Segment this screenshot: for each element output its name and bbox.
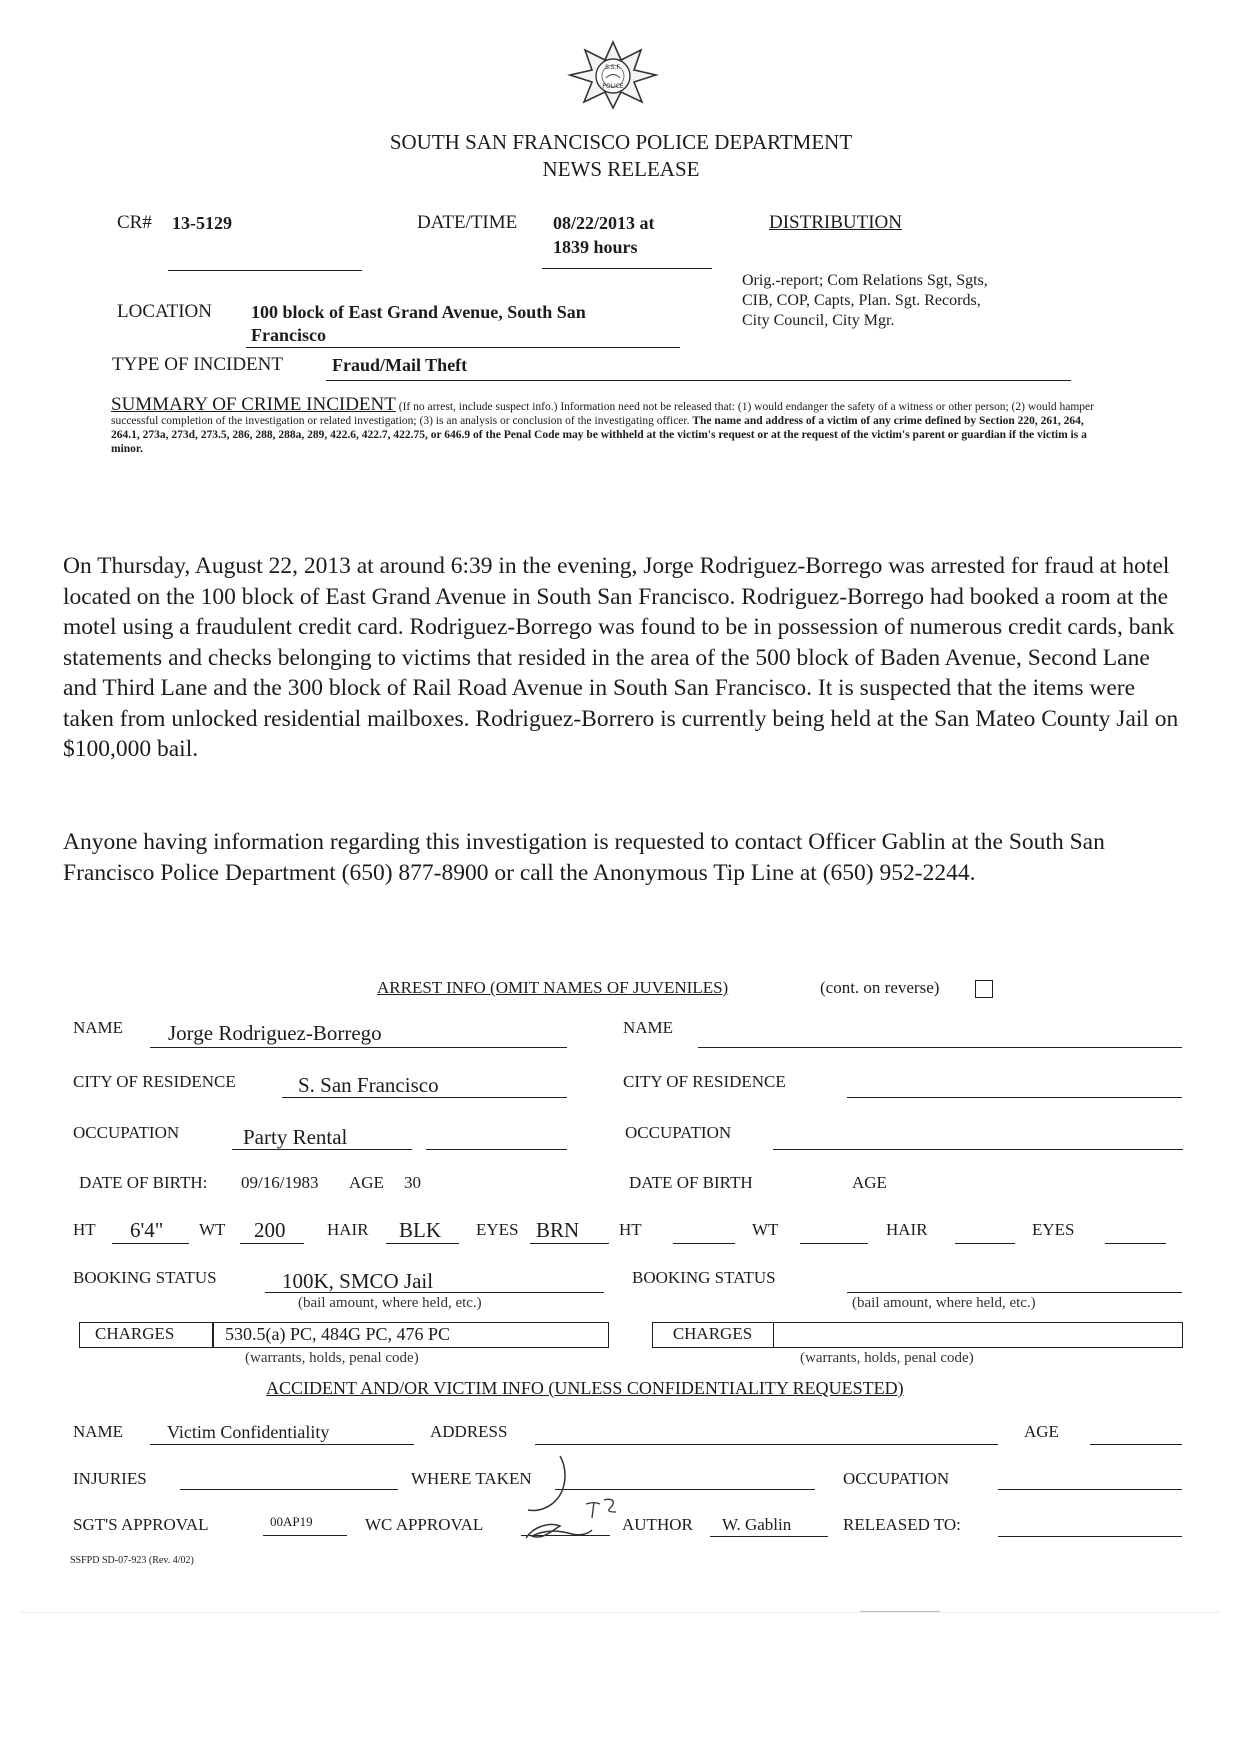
arrest-age-value: 30 xyxy=(404,1173,421,1192)
arrest-age-label-2: AGE xyxy=(852,1173,887,1192)
distribution-line-2: CIB, COP, Capts, Plan. Sgt. Records, xyxy=(742,292,981,309)
wt-value: 200 xyxy=(254,1218,286,1242)
victim-address-label: ADDRESS xyxy=(430,1422,508,1441)
victim-name-label: NAME xyxy=(73,1422,124,1441)
arrest-occupation-underline xyxy=(232,1149,412,1150)
body-paragraph-2: Anyone having information regarding this investigation is requested to contact Officer Gablin at the South San Francisco Police Department (650) 877-8900 or call the Anonymous Tip Line at (650) 952-2244. xyxy=(63,829,1105,886)
arrest-name-underline xyxy=(150,1047,567,1048)
arrest-city-value: S. San Francisco xyxy=(298,1073,439,1097)
booking-label-2: BOOKING STATUS xyxy=(632,1268,776,1287)
ht-underline-2 xyxy=(673,1243,735,1244)
distribution-label: DISTRIBUTION xyxy=(769,212,902,233)
arrest-name-underline-2 xyxy=(698,1047,1182,1048)
author-underline xyxy=(710,1536,828,1537)
booking-hint: (bail amount, where held, etc.) xyxy=(298,1295,482,1311)
victim-occupation-underline xyxy=(998,1489,1182,1490)
summary-note-bold: The name and address of a victim of any crime defined by Section 220, 261, 264, 264.1, 273a, 273d, 273.5, 286, 288, 288a, 289, 422.6, 422.7, 422.75, or 646.9 of the Penal Code may be withheld at the victim's request or at the request of the victim's parent or guardian if the victim is a minor. xyxy=(111,415,1087,455)
charges-hint: (warrants, holds, penal code) xyxy=(245,1350,419,1366)
eyes-label: EYES xyxy=(476,1220,519,1239)
cont-on-reverse-label: (cont. on reverse) xyxy=(820,978,940,997)
summary-note-text: Information need not be released that: (1) would endanger the safety of a witness or other person; (2) would hamper successful completion of the investigation or related investigation; (3) is an analysis or conclusion of the investigating officer. xyxy=(111,401,1094,427)
eyes-underline xyxy=(530,1243,609,1244)
arrest-occupation-label: OCCUPATION xyxy=(73,1123,180,1142)
datetime-value-1: 08/22/2013 at xyxy=(553,213,655,233)
wt-underline-2 xyxy=(800,1243,868,1244)
ht-label: HT xyxy=(73,1220,96,1239)
location-label: LOCATION xyxy=(117,301,212,322)
location-value-1: 100 block of East Grand Avenue, South San xyxy=(251,302,586,322)
arrest-occupation-label-2: OCCUPATION xyxy=(625,1123,732,1142)
arrest-heading: ARREST INFO (OMIT NAMES OF JUVENILES) xyxy=(377,978,729,997)
released-to-underline xyxy=(998,1536,1182,1537)
incident-label: TYPE OF INCIDENT xyxy=(112,354,283,375)
arrest-dob-value: 09/16/1983 xyxy=(241,1173,319,1192)
summary-note-paren: (If no arrest, include suspect info.) xyxy=(398,401,558,413)
distribution-line-3: City Council, City Mgr. xyxy=(742,312,895,329)
arrest-name-label-2: NAME xyxy=(623,1018,674,1037)
charges-hint-2: (warrants, holds, penal code) xyxy=(800,1350,974,1366)
hair-value: BLK xyxy=(399,1218,441,1242)
location-value-2: Francisco xyxy=(251,325,326,345)
release-type: NEWS RELEASE xyxy=(542,157,700,181)
victim-where-taken-label: WHERE TAKEN xyxy=(411,1469,532,1488)
arrest-occupation-value: Party Rental xyxy=(243,1125,348,1149)
victim-injuries-underline xyxy=(180,1489,398,1490)
arrest-dob-label: DATE OF BIRTH: xyxy=(79,1173,208,1192)
arrest-name-value: Jorge Rodriguez-Borrego xyxy=(168,1021,382,1045)
hair-underline-2 xyxy=(955,1243,1015,1244)
cr-underline xyxy=(168,270,362,271)
wt-underline xyxy=(240,1243,304,1244)
datetime-value-2: 1839 hours xyxy=(553,237,638,257)
booking-label: BOOKING STATUS xyxy=(73,1268,217,1287)
eyes-label-2: EYES xyxy=(1032,1220,1075,1239)
incident-underline xyxy=(326,380,1071,381)
cr-label: CR# xyxy=(117,212,152,233)
author-label: AUTHOR xyxy=(622,1515,693,1534)
ht-value: 6'4" xyxy=(130,1218,164,1242)
victim-name-value: Victim Confidentiality xyxy=(167,1422,330,1442)
arrest-city-underline-2 xyxy=(847,1097,1182,1098)
svg-text:S.S.F.: S.S.F. xyxy=(605,64,621,71)
form-id: SSFPD SD-07-923 (Rev. 4/02) xyxy=(70,1555,194,1566)
arrest-city-label: CITY OF RESIDENCE xyxy=(73,1072,236,1091)
hair-label-2: HAIR xyxy=(886,1220,928,1239)
victim-address-underline xyxy=(535,1444,998,1445)
released-to-label: RELEASED TO: xyxy=(843,1515,961,1534)
arrest-city-label-2: CITY OF RESIDENCE xyxy=(623,1072,786,1091)
incident-value: Fraud/Mail Theft xyxy=(332,355,468,375)
cont-on-reverse-checkbox[interactable] xyxy=(975,980,993,998)
charges-label: CHARGES xyxy=(95,1324,175,1343)
charges-value: 530.5(a) PC, 484G PC, 476 PC xyxy=(225,1324,451,1344)
arrest-dob-label-2: DATE OF BIRTH xyxy=(629,1173,753,1192)
summary-heading: SUMMARY OF CRIME INCIDENT xyxy=(111,394,396,415)
arrest-age-label: AGE xyxy=(349,1173,384,1192)
ht-underline xyxy=(112,1243,189,1244)
victim-injuries-label: INJURIES xyxy=(73,1469,147,1488)
datetime-underline xyxy=(542,268,712,269)
summary-block xyxy=(111,394,1101,456)
ht-label-2: HT xyxy=(619,1220,642,1239)
distribution-line-1: Orig.-report; Com Relations Sgt, Sgts, xyxy=(742,272,988,289)
victim-name-underline xyxy=(150,1444,414,1445)
arrest-name-label: NAME xyxy=(73,1018,124,1037)
charges-value-box-2 xyxy=(773,1322,1183,1348)
wt-label-2: WT xyxy=(752,1220,779,1239)
datetime-label: DATE/TIME xyxy=(417,212,518,233)
eyes-value: BRN xyxy=(536,1218,580,1242)
arrest-occupation-underline-2 xyxy=(773,1149,1183,1150)
wt-label: WT xyxy=(199,1220,226,1239)
author-value: W. Gablin xyxy=(722,1515,792,1534)
arrest-city-underline xyxy=(282,1097,567,1098)
victim-occupation-label: OCCUPATION xyxy=(843,1469,950,1488)
arrest-occupation-underline-b xyxy=(426,1149,567,1150)
department-name: SOUTH SAN FRANCISCO POLICE DEPARTMENT xyxy=(389,130,853,154)
booking-hint-2: (bail amount, where held, etc.) xyxy=(852,1295,1036,1311)
booking-underline-2 xyxy=(847,1292,1182,1293)
wc-approval-label: WC APPROVAL xyxy=(365,1515,484,1534)
booking-underline xyxy=(265,1292,604,1293)
scan-artifact-line xyxy=(20,1612,1220,1613)
location-underline xyxy=(246,347,680,348)
eyes-underline-2 xyxy=(1105,1243,1166,1244)
victim-age-underline xyxy=(1090,1444,1182,1445)
hair-underline xyxy=(386,1243,459,1244)
hair-label: HAIR xyxy=(327,1220,369,1239)
charges-label-2: CHARGES xyxy=(672,1324,753,1343)
cr-value: 13-5129 xyxy=(172,213,232,233)
sgt-approval-label: SGT'S APPROVAL xyxy=(73,1515,209,1534)
body-paragraph-1: On Thursday, August 22, 2013 at around 6:39 in the evening, Jorge Rodriguez-Borrego was arrested for fraud at hotel located on the 100 block of East Grand Avenue in South San Francisco. Rodriguez-Borrego had booked a room at the motel using a fraudulent credit card. Rodriguez-Borrego was found to be in possession of numerous credit cards, bank statements and checks belonging to victims that resided in the area of the 500 block of Baden Avenue, Second Lane and Third Lane and the 300 block of Rail Road Avenue in South San Francisco. It is suspected that the items were taken from unlocked residential mailboxes. Rodriguez-Borrero is currently being held at the San Mateo County Jail on $100,000 bail. xyxy=(63,553,1179,762)
victim-heading: ACCIDENT AND/OR VICTIM INFO (UNLESS CONFIDENTIALITY REQUESTED) xyxy=(266,1378,904,1398)
victim-age-label: AGE xyxy=(1024,1422,1059,1441)
sgt-approval-value: 00AP19 xyxy=(270,1514,313,1529)
sgt-approval-underline xyxy=(263,1535,347,1536)
police-badge-icon xyxy=(566,40,660,110)
booking-value: 100K, SMCO Jail xyxy=(282,1269,434,1293)
svg-text:POLICE: POLICE xyxy=(602,83,624,90)
